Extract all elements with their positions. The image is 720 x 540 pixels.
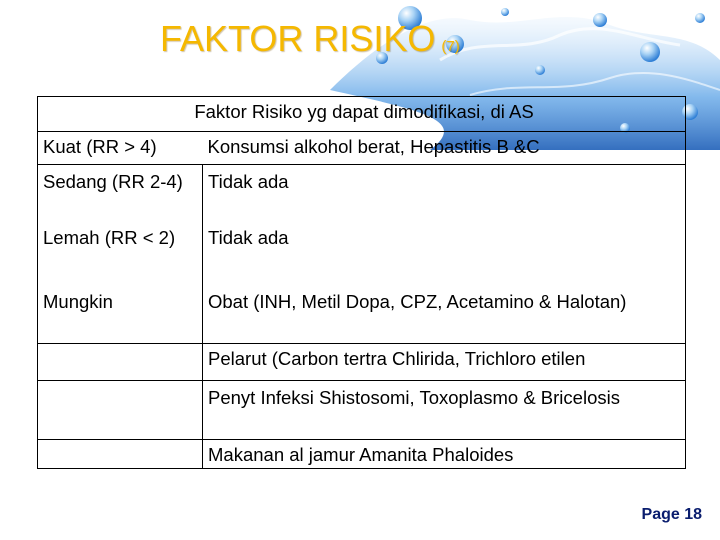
risk-level-text: Mungkin [43, 291, 113, 312]
page-number: Page 18 [641, 506, 702, 523]
risk-level-cell [38, 219, 203, 287]
table-row [38, 219, 686, 287]
risk-factor-table [37, 96, 686, 469]
risk-level-text: Lemah (RR < 2) [43, 227, 176, 248]
table-row [38, 165, 686, 220]
risk-factor-cell [203, 344, 686, 381]
risk-factor-text: Makanan al jamur Amanita Phaloides [208, 444, 514, 465]
risk-factor-cell [203, 219, 686, 287]
risk-factor-text: Konsumsi alkohol berat, Hepastitis B &C [207, 136, 540, 157]
risk-factor-cell [203, 132, 686, 165]
slide-title [160, 18, 460, 60]
risk-factor-text: Obat (INH, Metil Dopa, CPZ, Acetamino & Halotan) [208, 291, 627, 312]
table-row [38, 440, 686, 469]
risk-factor-text: Tidak ada [208, 227, 289, 248]
risk-factor-text: Penyt Infeksi Shistosomi, Toxoplasmo & Bricelosis [208, 387, 620, 408]
risk-level-cell [38, 132, 203, 165]
risk-factor-cell [203, 165, 686, 220]
risk-level-cell [38, 287, 203, 344]
risk-factor-cell [203, 440, 686, 469]
risk-level-cell [38, 165, 203, 220]
table-row [38, 381, 686, 440]
risk-level-text: Kuat (RR > 4) [43, 136, 157, 157]
title-text: FAKTOR RISIKO [160, 18, 436, 59]
table-row [38, 344, 686, 381]
table-header: Faktor Risiko yg dapat dimodifikasi, di AS [38, 97, 686, 132]
risk-level-cell [38, 344, 203, 381]
risk-factor-cell [203, 381, 686, 440]
risk-level-cell [38, 381, 203, 440]
risk-level-text: Sedang (RR 2-4) [43, 171, 183, 192]
risk-factor-text: Tidak ada [208, 171, 289, 192]
table-header-row [38, 97, 686, 132]
risk-level-cell [38, 440, 203, 469]
title-number: (7) [441, 38, 460, 55]
table-row [38, 287, 686, 344]
risk-factor-text: Pelarut (Carbon tertra Chlirida, Trichloro etilen [208, 348, 586, 369]
risk-factor-cell [203, 287, 686, 344]
table-row [38, 132, 686, 165]
